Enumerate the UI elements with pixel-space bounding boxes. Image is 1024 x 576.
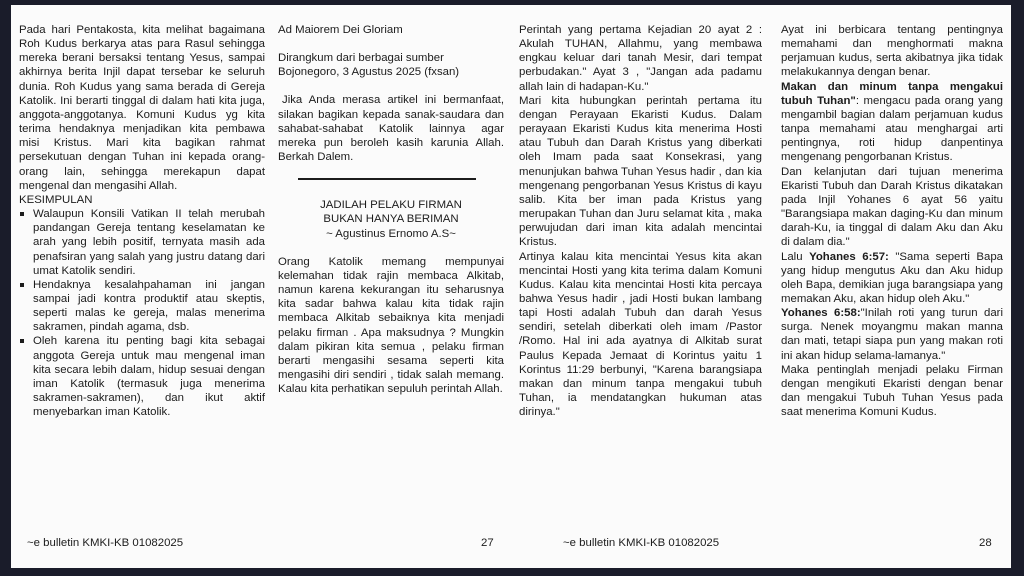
article-title-line2: BUKAN HANYA BERIMAN — [323, 213, 459, 226]
conclusion-item: Hendaknya kesalahpahaman ini jangan sampai jadi kontra produktif atau skeptis, seperti malas ke gereja, malas menerima sakramen, pindah agama, dsb. — [19, 278, 265, 335]
share-note: Jika Anda merasa artikel ini bermanfaat, silakan bagikan kepada sanak-saudara dan sahabat-sahabat Katolik lainnya agar mereka pun beroleh kasih karunia Allah. Berkah Dalem. — [278, 94, 504, 164]
column-1 — [19, 23, 265, 419]
explanation-text: : mengacu pada orang yang mengambil bagian dalam perjamuan kudus tanpa memahami atau menghargai arti pentingnya, roti hidup danpentinya mengenang pengorbanan Kristus. — [781, 94, 1003, 164]
conclusion-heading: KESIMPULAN — [19, 193, 93, 206]
bulletin-spread — [11, 5, 1011, 568]
john-656-paragraph: Dan kelanjutan dari tujuan menerima Ekaristi Tubuh dan Darah Kristus dikatakan pada Injil Yohanes 6 ayat 56 yaitu "Barangsiapa makan daging-Ku dan minum darah-Ku, ia tinggal di dalam Aku dan Aku di dalam dia." — [781, 165, 1003, 249]
source-line: Dirangkum dari berbagai sumber — [278, 52, 444, 65]
conclusion-list — [19, 207, 265, 419]
prefix-text: Lalu — [781, 250, 810, 263]
eucharist-paragraph: Mari kita hubungkan perintah pertama itu dengan Perayaan Ekaristi Kudus. Dalam perayaan Ekaristi Kudus kita menerima Hosti atau Tubuh dan Darah Kristus yang diberkati oleh Imam pada saat Konsekrasi, yang menunjukan bahwa Tuhan Yesus hadir , dan kia mengenang pengorbanan Yesus Kristus di kayu salib. Kita ber iman pada Kristus yang merupakan Tuhan dan Juru selamat kita , maka perwujudan dari iman kita adalah mencintai Kristus. — [519, 94, 762, 249]
motto: Ad Maiorem Dei Gloriam — [278, 24, 403, 36]
verse-text: "Sama seperti Bapa yang hidup mengutus Aku dan Aku hidup oleh Bapa, demikian juga barangsiapa yang memakan Aku, akan hidup oleh Aku." — [781, 250, 1003, 305]
explanation-paragraph — [781, 80, 1003, 165]
john-658-paragraph — [781, 306, 1003, 363]
verse-ref: Yohanes 6:58: — [781, 307, 861, 320]
page-number: 27 — [481, 537, 494, 549]
verse-ref: Yohanes 6:57: — [809, 250, 889, 263]
john-657-paragraph — [781, 250, 1003, 307]
commandment-paragraph: Perintah yang pertama Kejadian 20 ayat 2 : Akulah TUHAN, Allahmu, yang membawa engkau keluar dari tanah Mesir, dari tempat perbudakan." Ayat 3 , "Jangan ada padamu allah lain di hadapan-Ku." — [519, 24, 762, 93]
page-28 — [511, 5, 1011, 568]
footer-label: ~e bulletin KMKI-KB 01082025 — [563, 537, 720, 549]
conclusion-item: Walaupun Konsili Vatikan II telah merubah pandangan Gereja tentang keselamatan ke arah yang lebih positif, ternyata masih ada penafsiran yang salah yang justru datang dari umat Katolik sendiri. — [19, 207, 265, 278]
footer-label: ~e bulletin KMKI-KB 01082025 — [27, 537, 184, 549]
conclusion-item: Oleh karena itu penting bagi kita sebagai anggota Gereja untuk mau mengenal iman kita secara lebih dalam, hidup sesuai dengan iman Katolik (termasuk juga menerima sakramen-sakramen), dan ikut aktif menyebarkan iman Katolik. — [19, 334, 265, 419]
article-author: ~ Agustinus Ernomo A.S~ — [326, 227, 456, 240]
column-4 — [781, 23, 1003, 419]
column-3 — [519, 23, 762, 419]
closing-paragraph: Maka pentinglah menjadi pelaku Firman dengan mengikuti Ekaristi dengan benar dan mengakui Tubuh Tuhan Yesus pada saat menerima Komuni Kudus. — [781, 363, 1003, 419]
verse-explanation: Ayat ini berbicara tentang pentingnya memahami dan menghormati makna perjamuan kudus, serta akibatnya jika tidak melakukannya dengan benar. — [781, 24, 1003, 79]
host-paragraph: Artinya kalau kita mencintai Yesus kita akan mencintai Hosti yang kita terima dalam Komuni Kudus. Kalau kita mencintai Hosti kita percaya bahwa Yesus hadir , jadi Hosti bukan lambang tapi Hosti adalah Tubuh dan darah Yesus sendiri, setelah diberkati oleh imam /Pastor /Romo. Hal ini ada ayatnya di Alkitab surat Paulus Kepada Jemaat di Korintus yaitu 1 Korintus 11:29 berbunyi, "Karena barangsiapa makan dan minum tanpa mengakui tubuh Tuhan, ia mendatangkan hukuman atas dirinya." — [519, 250, 762, 419]
column-2 — [278, 23, 504, 396]
verse-text: "Inilah roti yang turun dari surga. Nenek moyangmu makan manna dan mati, tetapi siapa pun yang makan roti ini akan hidup selama-lamanya." — [781, 307, 1003, 362]
intro-paragraph: Pada hari Pentakosta, kita melihat bagaimana Roh Kudus berkarya atas para Rasul sehingga mereka berani bersaksi tentang Yesus, sampai akhirnya berita Injil dapat tersebar ke seluruh dunia. Roh Kudus yang sama berada di Gereja Katolik. Ini berarti tinggal di dalam hati kita juga, anggota-anggotanya. Komuni Kudus yg kita terima hendaknya menjadikan kita pembawa misi Kristus. Mari kita bagikan rahmat persekutuan dengan Tuhan ini kepada orang-orang lain, sehingga merekapun dapat mengenal dan mengasihi Allah. — [19, 24, 265, 192]
article-intro: Orang Katolik memang mempunyai kelemahan tidak rajin membaca Alkitab, namun karena kekurangan itu seharusnya kita sadar bahwa kalau kita tidak rajin membaca Alkitab sebaiknya kita menjadi pelaku firman . Apa maksudnya ? Mungkin dalam pikiran kita semua , pelaku firman berarti mengasihi sesama seperti kita mengasihi diri sendiri , tidak salah memang. Kalau kita perhatikan sepuluh perintah Allah. — [278, 255, 504, 396]
page-number: 28 — [979, 537, 992, 549]
page-27 — [11, 5, 511, 568]
date-line: Bojonegoro, 3 Agustus 2025 (fxsan) — [278, 66, 460, 79]
article-title-line1: JADILAH PELAKU FIRMAN — [320, 199, 462, 212]
bold-phrase: Makan dan minum tanpa mengakui tubuh Tuhan" — [781, 80, 1003, 107]
